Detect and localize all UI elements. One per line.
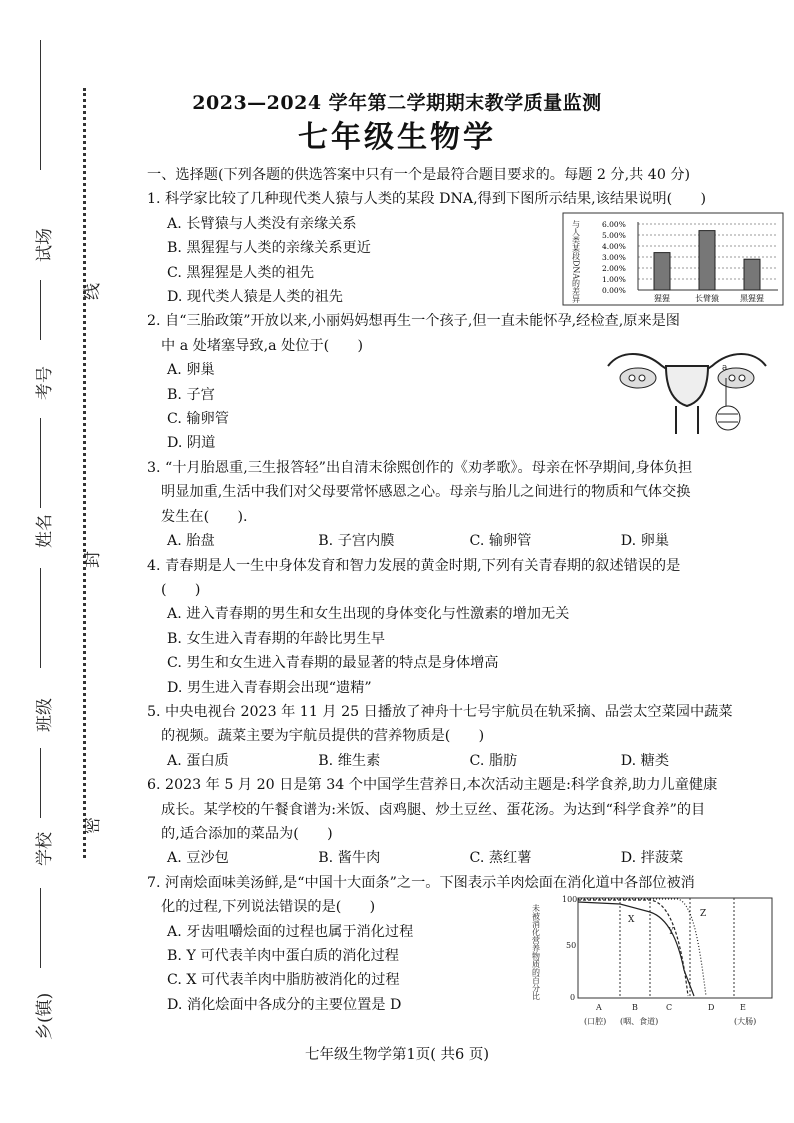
digestion-frame — [578, 898, 772, 998]
curve-y-label: Y — [668, 927, 674, 937]
dna-chart-ytick: 2.00% — [602, 264, 626, 273]
q3-option-c: C. 输卵管 — [469, 533, 532, 550]
q6-option-a: A. 豆沙包 — [167, 850, 229, 867]
dna-chart-ylabel: 与人类某段DNA的差异 — [571, 220, 581, 304]
q6-option-c: C. 蒸红薯 — [469, 850, 532, 867]
number-label: 考号 — [35, 366, 55, 400]
dna-bar-chart — [562, 212, 784, 306]
q1-option-b: B. 黑猩猩与人类的亲缘关系更近 — [167, 240, 371, 257]
segment-mouth-name: (口腔) — [584, 1017, 607, 1026]
q4-stem-line2: ( ) — [161, 581, 201, 598]
q2-option-b: B. 子宫 — [167, 386, 215, 403]
page-footer: 七年级生物学第1页( 共6 页) — [305, 1047, 489, 1063]
q3-option-a: A. 胎盘 — [167, 533, 215, 550]
q5-option-c: C. 脂肪 — [469, 752, 518, 769]
subject-title: 七年级生物学 — [298, 120, 496, 155]
q6-option-b: B. 酱牛肉 — [318, 850, 381, 867]
q4-stem-line1: 4. 青春期是人一生中身体发育和智力发展的黄金时期,下列有关青春期的叙述错误的是 — [147, 557, 681, 574]
town-blank-line — [40, 888, 41, 968]
dna-chart-category-label: 长臂猿 — [695, 294, 719, 303]
segment-d: D — [708, 1003, 715, 1012]
q6-stem-line1: 6. 2023 年 5 月 20 日是第 34 个中国学生营养日,本次活动主题是:科学食养,助力儿童健康 — [147, 777, 718, 794]
q6-option-d: D. 拌菠菜 — [620, 850, 684, 867]
curve-x-label: X — [628, 915, 635, 925]
q4-option-a: A. 进入青春期的男生和女生出现的身体变化与性激素的增加无关 — [167, 606, 570, 623]
segment-pharynx-name: (咽、食道) — [620, 1017, 659, 1026]
magnified-circle — [716, 406, 740, 430]
vagina — [676, 406, 698, 434]
segment-e: E — [740, 1003, 746, 1012]
q2-stem-line2: 中 a 处堵塞导致,a 处位于( ) — [161, 337, 364, 354]
digestion-curve-chart — [528, 890, 776, 1032]
q2-option-d: D. 阴道 — [167, 435, 216, 452]
section-heading: 一、选择题(下列各题的供选答案中只有一个是最符合题目要求的。每题 2 分,共 40 分) — [147, 167, 691, 183]
q2-stem-line1: 2. 自“三胎政策”开放以来,小丽妈妈想再生一个孩子,但一直未能怀孕,经检查,原来是图 — [147, 313, 680, 330]
curve-z-label: Z — [700, 909, 707, 919]
dna-chart-ytick: 3.00% — [602, 253, 626, 262]
q1-stem: 1. 科学家比较了几种现代类人猿与人类的某段 DNA,得到下图所示结果,该结果说明( ) — [147, 191, 707, 208]
curve-z — [578, 899, 706, 996]
q1-option-c: C. 黑猩猩是人类的祖先 — [167, 264, 315, 281]
reproductive-system-diagram — [604, 344, 772, 436]
name-label: 姓名 — [35, 514, 55, 548]
left-ovary — [620, 368, 656, 388]
segment-large-intestine-name: (大肠) — [734, 1017, 757, 1026]
number-blank-line — [40, 280, 41, 340]
q5-option-b: B. 维生素 — [318, 752, 381, 769]
school-blank-line — [40, 748, 41, 818]
q5-options — [147, 749, 772, 773]
dna-chart-bar — [744, 259, 760, 290]
q3-option-b: B. 子宫内膜 — [318, 533, 395, 550]
q3-option-d: D. 卵巢 — [620, 533, 670, 550]
q4-option-b: B. 女生进入青春期的年龄比男生早 — [167, 630, 386, 647]
digestion-ylabel: 未被消化营养物质的百分比 — [531, 904, 541, 1000]
name-blank-line — [40, 418, 41, 508]
dna-chart-category-label: 猩猩 — [654, 294, 670, 303]
q3-stem-line1: 3. “十月胎恩重,三生报答轻”出自清末徐熙创作的《劝孝歌》。母亲在怀孕期间,身体负担 — [147, 459, 693, 476]
q5-option-a: A. 蛋白质 — [167, 752, 229, 769]
secret-mark: 密 — [83, 817, 103, 834]
q3-stem-line2: 明显加重,生活中我们对父母要常怀感恩之心。母亲与胎儿之间进行的物质和气体交换 — [161, 484, 691, 501]
dna-chart-bar — [699, 231, 715, 290]
room-label: 试场 — [35, 228, 55, 262]
segment-a: A — [596, 1003, 602, 1012]
q7-option-b: B. Y 可代表羊肉中蛋白质的消化过程 — [167, 948, 399, 964]
dna-chart-ytick: 5.00% — [602, 231, 626, 240]
q5-stem-line1: 5. 中央电视台 2023 年 11 月 25 日播放了神舟十七号宇航员在轨采摘、品尝太空菜园中蔬菜 — [147, 703, 733, 720]
class-blank-line — [40, 568, 41, 668]
town-label: 乡(镇) — [35, 992, 55, 1040]
q7-stem-line1: 7. 河南烩面味美汤鲜,是“中国十大面条”之一。下图表示羊肉烩面在消化道中各部位被消 — [147, 874, 695, 891]
dna-chart-ytick: 1.00% — [602, 275, 626, 284]
q3-options — [147, 529, 772, 553]
q6-stem-line3: 的,适合添加的菜品为( ) — [161, 825, 333, 842]
q7-option-a: A. 牙齿咀嚼烩面的过程也属于消化过程 — [167, 923, 414, 940]
dna-chart-category-label: 黑猩猩 — [740, 294, 764, 303]
q1-option-d: D. 现代类人猿是人类的祖先 — [167, 289, 343, 306]
q7-option-d: D. 消化烩面中各成分的主要位置是 D — [167, 996, 402, 1013]
q3-stem-line3: 发生在( ). — [161, 508, 248, 525]
q2-option-c: C. 输卵管 — [167, 411, 229, 428]
dna-chart-ytick: 6.00% — [602, 220, 626, 229]
q1-option-a: A. 长臂猿与人类没有亲缘关系 — [167, 215, 357, 232]
q6-stem-line2: 成长。某学校的午餐食谱为:米饭、卤鸡腿、炒土豆丝、蛋花汤。为达到“科学食养”的目 — [161, 801, 706, 818]
uterus — [666, 366, 708, 406]
ytick-100: 100 — [562, 895, 578, 904]
curve-x — [578, 902, 694, 996]
line-mark: 线 — [83, 283, 103, 300]
ytick-50: 50 — [566, 941, 577, 950]
ytick-0: 0 — [570, 993, 576, 1002]
class-label: 班级 — [35, 698, 55, 732]
binding-dotted-line — [83, 88, 86, 858]
q6-options — [147, 846, 772, 870]
q2-option-a: A. 卵巢 — [167, 362, 215, 379]
segment-c: C — [666, 1003, 673, 1012]
segment-b: B — [632, 1003, 638, 1012]
q7-option-c: C. X 可代表羊肉中脂肪被消化的过程 — [167, 972, 400, 989]
label-a: a — [722, 363, 728, 373]
q4-option-d: D. 男生进入青春期会出现“遗精” — [167, 679, 372, 696]
seal-mark: 封 — [83, 551, 103, 568]
exam-title: 2023—2024 学年第二学期期末教学质量监测 — [192, 92, 602, 114]
school-label: 学校 — [35, 832, 55, 866]
q5-option-d: D. 糖类 — [620, 752, 670, 769]
q7-stem-line2: 化的过程,下列说法错误的是( ) — [161, 899, 376, 916]
dna-chart-bar — [654, 253, 670, 290]
dna-chart-ytick: 4.00% — [602, 242, 626, 251]
q4-option-c: C. 男生和女生进入青春期的最显著的特点是身体增高 — [167, 655, 499, 672]
q5-stem-line2: 的视频。蔬菜主要为宇航员提供的营养物质是( ) — [161, 728, 485, 745]
dna-chart-ytick: 0.00% — [602, 286, 626, 295]
